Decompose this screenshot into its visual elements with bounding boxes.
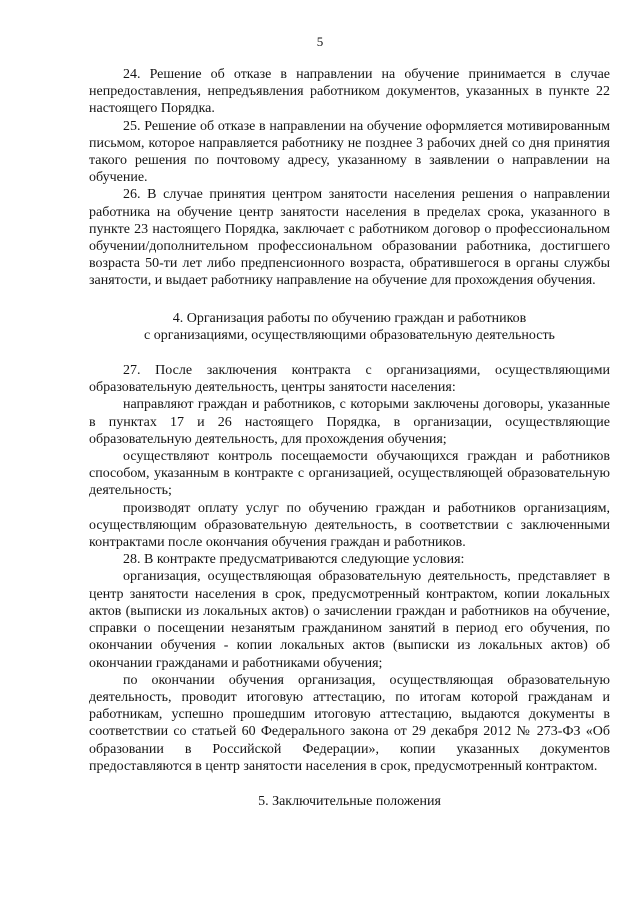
paragraph-28: 28. В контракте предусматриваются следующие условия:: [123, 552, 465, 568]
section-5-heading: 5. Заключительные положения: [258, 793, 441, 809]
section-4-heading: [89, 310, 610, 344]
paragraph-28-item-attestation: по окончании обучения организация, осуществляющая образовательную деятельность, проводит итоговую аттестацию, по итогам которой гражданам и работникам, успешно прошедшим итоговую аттестацию, выдаются документы в соответствии со статьей 60 Федерального закона от 29 декабря 2012 № 273-ФЗ «Об образовании в Российской Федерации», копии указанных документов предоставляются в центр занятости населения в срок, предусмотренный контрактом.: [89, 672, 610, 774]
page-number: 5: [316, 34, 324, 49]
paragraph-27-item-payment: производят оплату услуг по обучению граждан и работников организациям, осуществляющим образовательную деятельность, в соответствии с заключенными контрактами после окончания обучения граждан и работников.: [89, 500, 610, 551]
document-body: [89, 66, 610, 810]
paragraph-27-item-control: осуществляют контроль посещаемости обучающихся граждан и работников способом, указанным в контракте с организацией, осуществляющей образовательную деятельность;: [89, 449, 610, 499]
paragraph-24: 24. Решение об отказе в направлении на обучение принимается в случае непредоставления, непредъявления работником документов, указанных в пункте 22 настоящего Порядка.: [89, 67, 610, 117]
paragraph-27: 27. После заключения контракта с организациями, осуществляющими образовательную деятельность, центры занятости населения:: [89, 363, 610, 396]
paragraph-27-item-send: направляют граждан и работников, с которыми заключены договоры, указанные в пунктах 17 и 26 настоящего Порядка, в организации, осуществляющие образовательную деятельность, для прохождения обучения;: [89, 397, 610, 447]
section-4-heading-line-1: 4. Организация работы по обучению граждан и работников: [172, 310, 527, 326]
paragraph-28-item-documents: организация, осуществляющая образовательную деятельность, представляет в центр занятости населения в срок, предусмотренный контрактом, копии локальных актов (выписки из локальных актов) о зачислении граждан и работников на обучение, справки о посещении незанятым гражданином занятий в период его обучения, по окончании обучения - копии локальных актов (выписки из локальных актов) об окончании гражданами и работниками обучения;: [89, 569, 610, 671]
section-4-heading-line-2: с организациями, осуществляющими образовательную деятельность: [144, 327, 555, 343]
paragraph-25: 25. Решение об отказе в направлении на обучение оформляется мотивированным письмом, которое направляется работнику не позднее 3 рабочих дней со дня принятия такого решения по почтовому адресу, указанному в заявлении о направлении на обучение.: [89, 118, 610, 186]
paragraph-26: 26. В случае принятия центром занятости населения решения о направлении работника на обучение центр занятости населения в пределах срока, указанного в пункте 23 настоящего Порядка, заключает с работником договор о профессиональном обучении/дополнительном профессиональном образовании работника, достигшего возраста 50-ти лет либо предпенсионного возраста, обратившегося в органы службы занятости, и выдает работнику направление на обучение для прохождения обучения.: [89, 187, 610, 289]
